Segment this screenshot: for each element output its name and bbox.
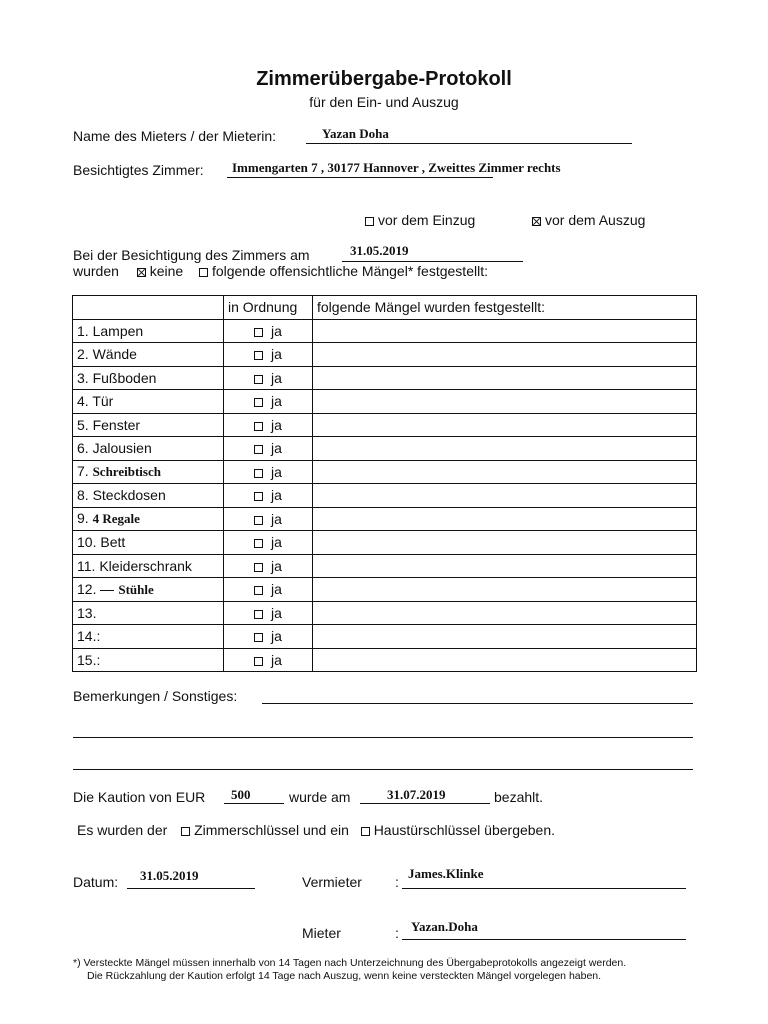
row-item-label[interactable]: 4 Regale (92, 511, 140, 527)
row-ok-cell (224, 648, 313, 672)
row-item-cell (73, 531, 224, 555)
row-defect-field[interactable] (313, 507, 697, 531)
row-number: 10. (77, 534, 97, 551)
row-item-cell (73, 507, 224, 531)
table-row (73, 460, 697, 484)
remarks-line-1[interactable] (262, 703, 693, 704)
row-ok-label: ja (271, 628, 282, 645)
einzug-option[interactable] (365, 212, 475, 228)
header-item (73, 296, 224, 320)
deposit-text-3: bezahlt. (494, 789, 544, 805)
row-item-cell (73, 648, 224, 672)
row-item-cell (73, 437, 224, 461)
folgende-checkbox[interactable] (199, 268, 208, 277)
row-item-label: Lampen (92, 322, 144, 339)
mieter-signature[interactable]: Yazan.Doha (411, 919, 478, 934)
row-ok-label: ja (271, 322, 282, 339)
remarks-line-3[interactable] (73, 769, 693, 770)
row-item-label: Wände (92, 346, 137, 363)
row-defect-field[interactable] (313, 460, 697, 484)
row-number: 15.: (77, 651, 101, 668)
vermieter-line (402, 888, 686, 889)
table-header-row (73, 296, 697, 320)
row-number: 2. (77, 346, 89, 363)
row-number: 3. (77, 369, 89, 386)
row-number: 4. (77, 393, 89, 410)
table-row (73, 601, 697, 625)
row-ok-label: ja (271, 510, 282, 527)
row-defect-field[interactable] (313, 554, 697, 578)
row-defect-field[interactable] (313, 531, 697, 555)
row-ok-checkbox[interactable] (254, 586, 263, 595)
auszug-option[interactable] (532, 212, 645, 228)
row-item-cell (73, 390, 224, 414)
row-item-cell (73, 319, 224, 343)
row-defect-field[interactable] (313, 601, 697, 625)
table-row (73, 578, 697, 602)
einzug-label: vor dem Einzug (378, 212, 476, 228)
row-defect-field[interactable] (313, 484, 697, 508)
row-number: 7. (77, 463, 89, 480)
row-ok-checkbox[interactable] (254, 539, 263, 548)
room-label: Besichtigtes Zimmer: (73, 162, 204, 178)
row-ok-cell (224, 319, 313, 343)
row-item-label: Kleiderschrank (99, 557, 192, 574)
row-ok-label: ja (271, 557, 282, 574)
row-item-cell (73, 343, 224, 367)
row-ok-checkbox[interactable] (254, 375, 263, 384)
remarks-label: Bemerkungen / Sonstiges: (73, 688, 238, 704)
row-defect-field[interactable] (313, 413, 697, 437)
row-number: 13. (77, 604, 97, 621)
deposit-amount-line (224, 803, 284, 804)
tenant-line (306, 143, 632, 144)
table-row (73, 507, 697, 531)
row-item-cell (73, 484, 224, 508)
vermieter-signature[interactable]: James.Klinke (408, 866, 484, 881)
table-row (73, 625, 697, 649)
table-row (73, 390, 697, 414)
mieter-label: Mieter (302, 925, 341, 941)
row-ok-checkbox[interactable] (254, 516, 263, 525)
row-item-cell (73, 460, 224, 484)
row-item-underline (100, 590, 114, 591)
remarks-line-2[interactable] (73, 737, 693, 738)
deposit-amount-field[interactable]: 500 (231, 787, 251, 802)
table-row (73, 366, 697, 390)
header-defects: folgende Mängel wurden festgestellt: (313, 296, 697, 320)
row-item-label: Bett (100, 534, 126, 551)
row-ok-cell (224, 507, 313, 531)
row-number: 1. (77, 322, 89, 339)
row-ok-cell (224, 437, 313, 461)
row-item-cell (73, 625, 224, 649)
row-ok-checkbox[interactable] (254, 563, 263, 572)
mieter-line (402, 939, 686, 940)
row-ok-checkbox[interactable] (254, 351, 263, 360)
einzug-checkbox[interactable] (365, 217, 374, 226)
table-row (73, 484, 697, 508)
deposit-date-line (360, 803, 490, 804)
row-ok-cell (224, 578, 313, 602)
row-ok-cell (224, 390, 313, 414)
row-item-cell (73, 366, 224, 390)
row-item-cell (73, 413, 224, 437)
datum-line (127, 888, 255, 889)
row-ok-checkbox[interactable] (254, 657, 263, 666)
row-ok-label: ja (271, 440, 282, 457)
deposit-text-1: Die Kaution von EUR (73, 789, 206, 805)
row-ok-cell (224, 413, 313, 437)
row-ok-checkbox[interactable] (254, 445, 263, 454)
table-row (73, 531, 697, 555)
inspection-date-line (342, 261, 523, 262)
row-item-label: Fußboden (92, 369, 157, 386)
row-number: 12. (77, 580, 97, 597)
inspection-date-field[interactable]: 31.05.2019 (350, 243, 409, 258)
tenant-field[interactable]: Yazan Doha (322, 126, 389, 141)
row-ok-cell (224, 531, 313, 555)
keine-checkbox[interactable] (137, 268, 146, 277)
row-defect-field[interactable] (313, 648, 697, 672)
table-row (73, 437, 697, 461)
datum-label: Datum: (73, 874, 119, 890)
deposit-date-field[interactable]: 31.07.2019 (387, 787, 446, 802)
row-defect-field[interactable] (313, 625, 697, 649)
row-number: 9. (77, 510, 89, 527)
row-ok-cell (224, 460, 313, 484)
table-row (73, 554, 697, 578)
row-defect-field[interactable] (313, 578, 697, 602)
row-ok-label: ja (271, 604, 282, 621)
row-ok-label: ja (271, 393, 282, 410)
row-ok-checkbox[interactable] (254, 610, 263, 619)
row-defect-field[interactable] (313, 319, 697, 343)
house-key-checkbox[interactable] (361, 827, 370, 836)
row-ok-checkbox[interactable] (254, 422, 263, 431)
house-key-label: Haustürschlüssel übergeben. (373, 822, 556, 838)
row-ok-checkbox[interactable] (254, 492, 263, 501)
keys-text: Es wurden der (77, 822, 168, 838)
row-ok-cell (224, 625, 313, 649)
row-item-label: Tür (92, 393, 114, 410)
row-defect-field[interactable] (313, 366, 697, 390)
row-ok-checkbox[interactable] (254, 633, 263, 642)
row-ok-cell (224, 366, 313, 390)
row-ok-cell (224, 484, 313, 508)
row-ok-label: ja (271, 369, 282, 386)
row-item-cell (73, 601, 224, 625)
mieter-colon: : (395, 925, 399, 941)
table-row (73, 343, 697, 367)
row-ok-checkbox[interactable] (254, 328, 263, 337)
auszug-checkbox[interactable] (532, 217, 541, 226)
row-item-label[interactable]: Schreibtisch (92, 464, 161, 480)
row-number: 6. (77, 440, 89, 457)
auszug-label: vor dem Auszug (545, 212, 646, 228)
header-ok: in Ordnung (224, 296, 313, 320)
table-row (73, 413, 697, 437)
page-title: Zimmerübergabe-Protokoll (256, 68, 512, 90)
row-defect-field[interactable] (313, 390, 697, 414)
row-ok-cell (224, 601, 313, 625)
row-ok-label: ja (271, 534, 282, 551)
row-ok-cell (224, 554, 313, 578)
datum-field[interactable]: 31.05.2019 (140, 868, 199, 883)
table-row (73, 319, 697, 343)
room-line (227, 177, 493, 178)
row-ok-label: ja (271, 416, 282, 433)
inspection-text: Bei der Besichtigung des Zimmers am (73, 247, 310, 263)
row-defect-field[interactable] (313, 343, 697, 367)
row-item-label: Fenster (92, 416, 141, 433)
row-number: 11. (77, 557, 96, 574)
vermieter-label: Vermieter (302, 874, 362, 890)
row-number: 5. (77, 416, 89, 433)
defects-table (72, 295, 697, 672)
row-ok-cell (224, 343, 313, 367)
page-subtitle: für den Ein- und Auszug (309, 94, 459, 110)
row-number: 8. (77, 487, 89, 504)
deposit-text-2: wurde am (289, 789, 351, 805)
row-item-cell (73, 578, 224, 602)
room-field[interactable]: Immengarten 7 , 30177 Hannover , Zweittes Zimmer rechts (232, 160, 561, 175)
row-ok-label: ja (271, 487, 282, 504)
row-ok-label: ja (271, 463, 282, 480)
row-ok-label: ja (271, 651, 282, 668)
row-ok-label: ja (271, 346, 282, 363)
row-item-cell (73, 554, 224, 578)
row-ok-checkbox[interactable] (254, 469, 263, 478)
keine-label: keine (149, 263, 184, 279)
room-key-label: Zimmerschlüssel und ein (194, 822, 349, 838)
footnote-line-2: Die Rückzahlung der Kaution erfolgt 14 Tage nach Auszug, wenn keine versteckten Mängel vorgelegen haben. (87, 970, 602, 982)
row-item-label[interactable]: Stühle (118, 581, 154, 597)
row-ok-label: ja (271, 581, 282, 598)
tenant-label: Name des Mieters / der Mieterin: (73, 128, 277, 144)
table-row (73, 648, 697, 672)
wurden-label: wurden (73, 263, 119, 279)
footnote-line-1: *) Versteckte Mängel müssen innerhalb von 14 Tagen nach Unterzeichnung des Übergabeprotokolls angezeigt werden. (73, 957, 627, 969)
row-ok-checkbox[interactable] (254, 398, 263, 407)
vermieter-colon: : (395, 874, 399, 890)
row-defect-field[interactable] (313, 437, 697, 461)
row-number: 14.: (77, 628, 101, 645)
row-item-label: Steckdosen (92, 487, 166, 504)
row-item-label: Jalousien (92, 440, 152, 457)
room-key-checkbox[interactable] (181, 827, 190, 836)
folgende-label: folgende offensichtliche Mängel* festgestellt: (211, 263, 488, 279)
